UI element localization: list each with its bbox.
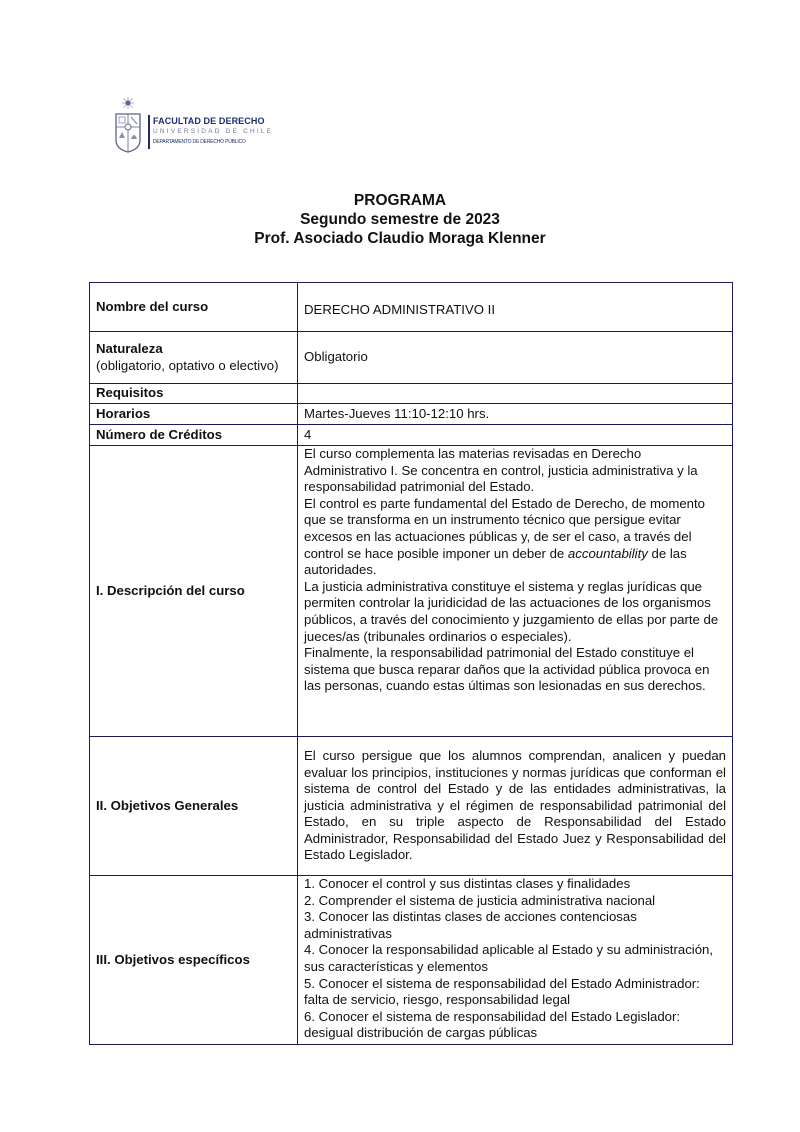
course-name-value: DERECHO ADMINISTRATIVO II <box>304 301 495 317</box>
table-row <box>90 332 733 384</box>
objetivos-generales-value: El curso persigue que los alumnos comprendan, analicen y puedan evaluar los principios, instituciones y normas jurídicas que conforman el sistema de control del Estado y de las entidades administrativas, la justicia administrativa y el régimen de responsabilidad patrimonial del Estado, en su triple aspecto de Responsabilidad del Estado Administrador, Responsabilidad del Estado Juez y Responsabilidad del Estado Legislador. <box>298 737 733 876</box>
row-label: Nombre del curso <box>90 283 298 332</box>
objective-item: 5. Conocer el sistema de responsabilidad del Estado Administrador: falta de servicio, riesgo, responsabilidad legal <box>304 975 700 1008</box>
descripcion-value <box>298 446 733 737</box>
document-title: PROGRAMA <box>353 192 447 209</box>
creditos-value: 4 <box>298 425 733 446</box>
course-name <box>298 283 733 332</box>
table-row <box>90 425 733 446</box>
row-label: Requisitos <box>90 384 298 404</box>
logo-department-name: DEPARTAMENTO DE DERECHO PÚBLICO <box>153 139 246 145</box>
table-row <box>90 737 733 876</box>
university-seal-icon <box>112 96 144 154</box>
objective-item: 3. Conocer las distintas clases de acciones contenciosas administrativas <box>304 909 637 941</box>
descripcion-paragraph: La justicia administrativa constituye el sistema y reglas jurídicas que permiten controlar la juridicidad de las actuaciones de los organismos públicos, a través del conocimiento y juzgamiento de ellas por parte de jueces/as (tribunales ordinarios o especiales). <box>304 578 719 644</box>
semester: Segundo semestre de 2023 <box>300 211 500 228</box>
objective-item: 6. Conocer el sistema de responsabilidad del Estado Legislador: desigual distribución de cargas públicas <box>304 1008 681 1041</box>
logo-divider <box>148 115 150 149</box>
row-label <box>90 332 298 384</box>
row-label: Horarios <box>90 404 298 425</box>
objective-item: 2. Comprender el sistema de justicia administrativa nacional <box>304 892 656 908</box>
descripcion-text: El control es parte fundamental del Estado de Derecho, de momento que se transforma en un instrumento técnico que persigue evitar excesos en las actuaciones públicas y, de ser el caso, a través del control se hace posible imponer un deber de <box>304 495 705 561</box>
objetivos-especificos-value <box>298 876 733 1045</box>
descripcion-text: de las autoridades. <box>304 545 687 578</box>
requisitos-value <box>298 384 733 404</box>
table-row <box>90 876 733 1045</box>
descripcion-paragraph <box>304 496 726 579</box>
table-row <box>90 404 733 425</box>
course-program-table <box>89 282 733 1045</box>
logo-faculty-name: FACULTAD DE DERECHO <box>153 116 265 126</box>
professor: Prof. Asociado Claudio Moraga Klenner <box>254 230 546 247</box>
row-label: II. Objetivos Generales <box>90 737 298 876</box>
row-label: I. Descripción del curso <box>90 446 298 737</box>
naturaleza-value: Obligatorio <box>298 332 733 384</box>
table-row <box>90 384 733 404</box>
horarios-value: Martes-Jueves 11:10-12:10 hrs. <box>298 404 733 425</box>
descripcion-paragraph: El curso complementa las materias revisadas en Derecho Administrativo I. Se concentra en control, justicia administrativa y la responsabilidad patrimonial del Estado. <box>304 446 698 495</box>
objective-item: 4. Conocer la responsabilidad aplicable al Estado y su administración, sus características y elementos <box>304 942 714 974</box>
naturaleza-sublabel: (obligatorio, optativo o electivo) <box>96 357 279 373</box>
logo-university-name: UNIVERSIDAD DE CHILE <box>153 128 274 135</box>
descripcion-italic-term: accountability <box>567 545 648 561</box>
row-label: III. Objetivos específicos <box>90 876 298 1045</box>
document-heading <box>0 191 800 248</box>
naturaleza-label: Naturaleza <box>96 340 163 356</box>
objective-item: 1. Conocer el control y sus distintas clases y finalidades <box>304 876 631 891</box>
descripcion-paragraph: Finalmente, la responsabilidad patrimonial del Estado constituye el sistema que busca reparar daños que la actividad pública provoca en las personas, cuando estas últimas son lesionadas en sus derechos. <box>304 645 710 694</box>
row-label: Número de Créditos <box>90 425 298 446</box>
table-row <box>90 283 733 332</box>
faculty-logo <box>110 96 274 156</box>
table-row <box>90 446 733 737</box>
